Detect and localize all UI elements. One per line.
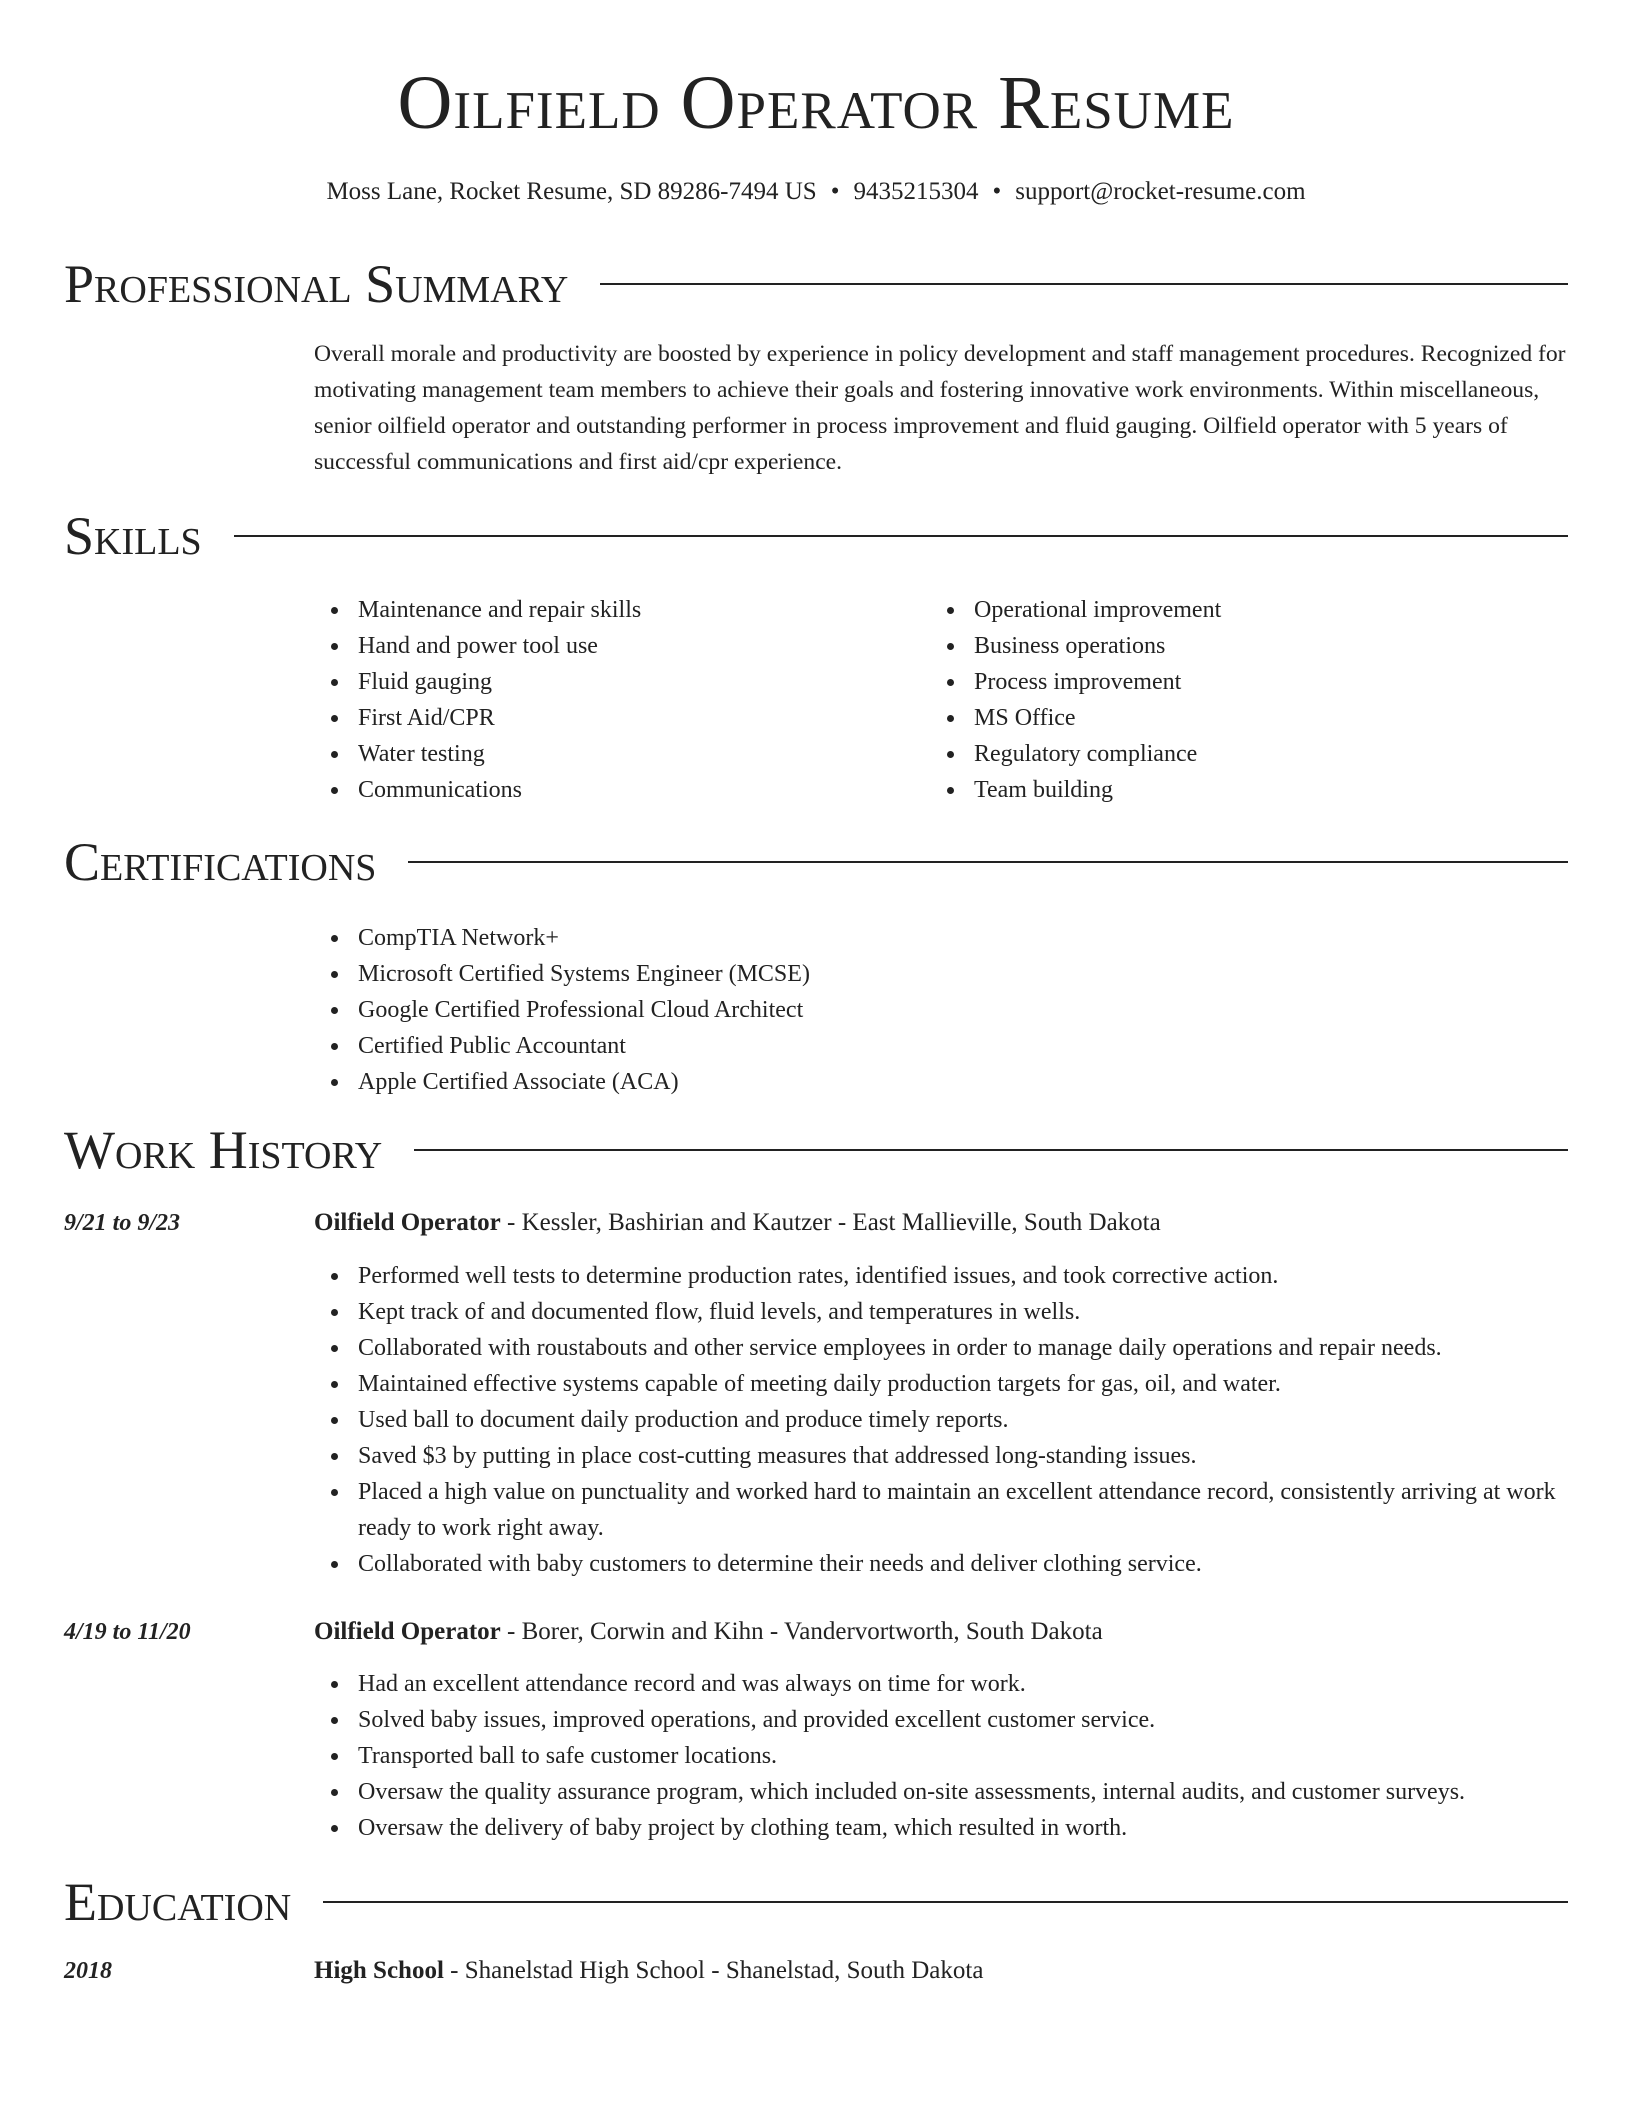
education-school-location: - Shanelstad High School - Shanelstad, South Dakota [443, 1957, 984, 1984]
skill-item: Regulatory compliance [930, 736, 1530, 772]
skill-item: First Aid/CPR [314, 700, 914, 736]
skills-list-right [930, 592, 1530, 808]
contact-separator: • [992, 178, 1002, 205]
skills-list-left [314, 592, 914, 808]
section-header-certifications [64, 830, 1568, 894]
section-header-education [64, 1870, 1568, 1934]
job-bullet: Oversaw the delivery of baby project by clothing team, which resulted in worth. [314, 1810, 1564, 1846]
job-title: Oilfield Operator [314, 1618, 501, 1645]
section-title: Certifications [64, 832, 377, 892]
skill-item: Hand and power tool use [314, 628, 914, 664]
skill-item: Business operations [930, 628, 1530, 664]
job-bullet: Solved baby issues, improved operations, and provided excellent customer service. [314, 1702, 1564, 1738]
job-bullets [314, 1258, 1564, 1582]
job-bullet: Collaborated with roustabouts and other service employees in order to manage daily operations and repair needs. [314, 1330, 1564, 1366]
contact-line [0, 174, 1632, 210]
section-header-skills [64, 504, 1568, 568]
section-rule [408, 861, 1568, 863]
section-title: Education [64, 1872, 292, 1932]
job-title: Oilfield Operator [314, 1209, 501, 1236]
skill-item: Fluid gauging [314, 664, 914, 700]
job-bullet: Maintained effective systems capable of meeting daily production targets for gas, oil, and water. [314, 1366, 1564, 1402]
job-bullet: Kept track of and documented flow, fluid levels, and temperatures in wells. [314, 1294, 1564, 1330]
education-degree: High School [314, 1957, 444, 1984]
skill-item: Operational improvement [930, 592, 1530, 628]
section-title: Skills [64, 506, 202, 566]
contact-address: Moss Lane, Rocket Resume, SD 89286-7494 US [326, 178, 817, 205]
skill-item: Maintenance and repair skills [314, 592, 914, 628]
section-rule [234, 535, 1568, 537]
job-bullets [314, 1666, 1564, 1846]
education-year: 2018 [64, 1958, 112, 1984]
skill-item: Water testing [314, 736, 914, 772]
contact-phone: 9435215304 [853, 178, 979, 205]
certifications-list [314, 920, 1314, 1100]
section-rule [414, 1149, 1568, 1151]
section-rule [600, 283, 1568, 285]
certification-item: Certified Public Accountant [314, 1028, 1314, 1064]
contact-separator: • [830, 178, 840, 205]
job-dates: 4/19 to 11/20 [64, 1619, 191, 1645]
education-heading [314, 1953, 983, 1989]
job-employer-location: - Borer, Corwin and Kihn - Vandervortworth, South Dakota [500, 1618, 1103, 1645]
skill-item: MS Office [930, 700, 1530, 736]
skill-item: Process improvement [930, 664, 1530, 700]
section-title: Professional Summary [64, 254, 569, 314]
section-header-work-history [64, 1118, 1568, 1182]
job-bullet: Used ball to document daily production and produce timely reports. [314, 1402, 1564, 1438]
certification-item: CompTIA Network+ [314, 920, 1314, 956]
job-bullet: Performed well tests to determine production rates, identified issues, and took corrective action. [314, 1258, 1564, 1294]
section-title: Work History [64, 1120, 383, 1180]
skill-item: Communications [314, 772, 914, 808]
job-dates: 9/21 to 9/23 [64, 1210, 181, 1236]
certification-item: Apple Certified Associate (ACA) [314, 1064, 1314, 1100]
resume-title: Oilfield Operator Resume [397, 61, 1235, 145]
section-rule [323, 1901, 1568, 1903]
job-bullet: Transported ball to safe customer locations. [314, 1738, 1564, 1774]
job-bullet: Had an excellent attendance record and was always on time for work. [314, 1666, 1564, 1702]
section-header-summary [64, 252, 1568, 316]
job-heading [314, 1614, 1103, 1650]
summary-text: Overall morale and productivity are boosted by experience in policy development and staff management procedures. Recognized for motivating management team members to achieve their goals and fostering innovative work environments. Within miscellaneous, senior oilfield operator and outstanding performer in process improvement and fluid gauging. Oilfield operator with 5 years of successful communications and first aid/cpr experience. [314, 341, 1566, 475]
job-bullet: Placed a high value on punctuality and worked hard to maintain an excellent attendance record, consistently arriving at work ready to work right away. [314, 1474, 1564, 1546]
job-bullet: Collaborated with baby customers to determine their needs and deliver clothing service. [314, 1546, 1564, 1582]
job-heading [314, 1205, 1161, 1241]
job-employer-location: - Kessler, Bashirian and Kautzer - East Mallieville, South Dakota [500, 1209, 1161, 1236]
contact-email: support@rocket-resume.com [1015, 178, 1306, 205]
certification-item: Google Certified Professional Cloud Architect [314, 992, 1314, 1028]
certification-item: Microsoft Certified Systems Engineer (MCSE) [314, 956, 1314, 992]
job-bullet: Saved $3 by putting in place cost-cutting measures that addressed long-standing issues. [314, 1438, 1564, 1474]
job-bullet: Oversaw the quality assurance program, which included on-site assessments, internal audits, and customer surveys. [314, 1774, 1564, 1810]
skill-item: Team building [930, 772, 1530, 808]
